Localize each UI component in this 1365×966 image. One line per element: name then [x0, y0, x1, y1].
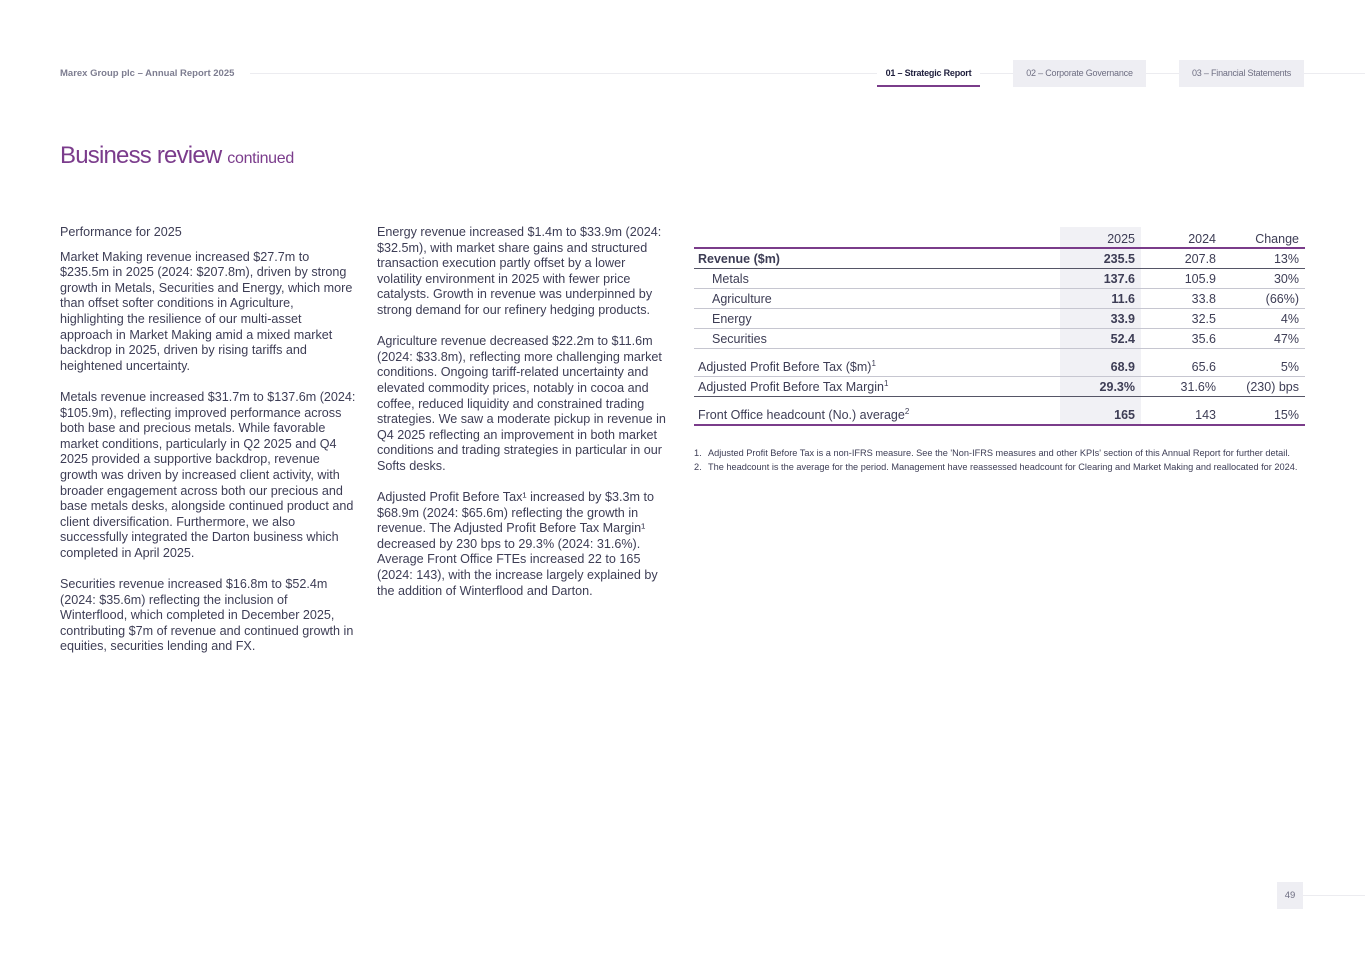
- table-row-energy: [694, 309, 1305, 329]
- cell-change: 13%: [1222, 248, 1305, 269]
- footnote-text: Adjusted Profit Before Tax is a non-IFRS measure. See the 'Non-IFRS measures and other KPIs' section of this Annual Report for further detail.: [708, 448, 1290, 458]
- footnote-number: 1.: [694, 448, 702, 458]
- cell-2025: 137.6: [1060, 269, 1141, 289]
- cell-change: (230) bps: [1222, 377, 1305, 397]
- cell-2025: 52.4: [1060, 329, 1141, 349]
- cell-2025: 165: [1060, 405, 1141, 425]
- cell-change: 5%: [1222, 357, 1305, 377]
- page-title-sub: continued: [227, 150, 294, 167]
- row-label: Energy: [694, 309, 1060, 329]
- cell-2024: 207.8: [1141, 248, 1222, 269]
- performance-table: [694, 227, 1305, 426]
- paragraph-energy: Energy revenue increased $1.4m to $33.9m (2024: $32.5m), with market share gains and structured transaction execution partly offset by a lower volatility environment in 2025 with fewer price catalysts. Growth in revenue was underpinned by strong demand for our refinery hedging products.: [377, 225, 662, 317]
- document-name: Marex Group plc – Annual Report 2025: [60, 68, 242, 79]
- table-header-row: [694, 227, 1305, 248]
- cell-2025: 235.5: [1060, 248, 1141, 269]
- footnotes: [694, 447, 1305, 475]
- cell-change: 15%: [1222, 405, 1305, 425]
- cell-2024: 143: [1141, 405, 1222, 425]
- table-row-agriculture: [694, 289, 1305, 309]
- section-heading: Performance for 2025: [60, 225, 182, 239]
- paragraph-metals: Metals revenue increased $31.7m to $137.6m (2024: $105.9m), reflecting improved performance across both base and precious metals. While favorable market conditions, particularly in Q2 2025 and Q4 2025 provided a supportive backdrop, revenue growth was driven by increased client activity, with broader engagement across both our precious and base metals desks, alongside continued product and client diversification. Furthermore, we also successfully integrated the Darton business which completed in April 2025.: [60, 389, 356, 560]
- cell-change: 47%: [1222, 329, 1305, 349]
- column-header-2025: 2025: [1060, 227, 1141, 248]
- text-column-middle: [377, 225, 673, 615]
- table-spacer: [694, 349, 1305, 358]
- column-header-2024: 2024: [1188, 232, 1216, 246]
- row-label: Front Office headcount (No.) average$^2$: [694, 405, 1060, 425]
- row-label: Adjusted Profit Before Tax Margin$^1$: [694, 377, 1060, 397]
- table-row-adjusted-profit: [694, 357, 1305, 377]
- cell-change: 30%: [1222, 269, 1305, 289]
- row-label: Metals: [694, 269, 1060, 289]
- column-header-change: Change: [1255, 232, 1299, 246]
- table-row-revenue: [694, 248, 1305, 269]
- table-spacer: [694, 397, 1305, 406]
- cell-2025: 11.6: [1060, 289, 1141, 309]
- tab-financial-statements[interactable]: 03 – Financial Statements: [1179, 60, 1304, 87]
- cell-2024: 33.8: [1141, 289, 1222, 309]
- row-label: Revenue ($m): [694, 248, 1060, 269]
- cell-change: (66%): [1222, 289, 1305, 309]
- cell-2024: 31.6%: [1141, 377, 1222, 397]
- table-row-securities: [694, 329, 1305, 349]
- page-title-main: Business review: [60, 142, 222, 169]
- table-row-adjusted-profit-margin: [694, 377, 1305, 397]
- row-label: Agriculture: [694, 289, 1060, 309]
- row-label: Securities: [694, 329, 1060, 349]
- page-title: [60, 142, 294, 170]
- cell-2024: 65.6: [1141, 357, 1222, 377]
- cell-2024: 105.9: [1141, 269, 1222, 289]
- cell-change: 4%: [1222, 309, 1305, 329]
- cell-2025: 33.9: [1060, 309, 1141, 329]
- tab-corporate-governance[interactable]: 02 – Corporate Governance: [1013, 60, 1146, 87]
- table-header-label: [694, 227, 1060, 248]
- table-row-headcount: [694, 405, 1305, 425]
- footer-rule: [1300, 895, 1365, 896]
- cell-2024: 35.6: [1141, 329, 1222, 349]
- footnote-text: The headcount is the average for the period. Management have reassessed headcount for Clearing and Market Making and reallocated for 2024.: [708, 462, 1298, 472]
- cell-2024: 32.5: [1141, 309, 1222, 329]
- footnote-2: [694, 461, 1305, 473]
- cell-2025: 68.9: [1060, 357, 1141, 377]
- tab-strategic-report[interactable]: 01 – Strategic Report: [877, 60, 980, 87]
- table-row-metals: [694, 269, 1305, 289]
- cell-2025: 29.3%: [1060, 377, 1141, 397]
- paragraph-market-making: Market Making revenue increased $27.7m to $235.5m in 2025 (2024: $207.8m), driven by strong growth in Metals, Securities and Energy, which more than offset softer conditions in Agriculture, highlighting the resilience of our multi-asset approach in Market Making amid a mixed market backdrop in 2025, driven by rising tariffs and heightened uncertainty.: [60, 249, 353, 373]
- page-number: 49: [1277, 882, 1303, 909]
- paragraph-adjusted-profit: Adjusted Profit Before Tax¹ increased by $3.3m to $68.9m (2024: $65.6m) reflecting the growth in revenue. The Adjusted Profit Before Tax Margin¹ decreased by 230 bps to 29.3% (2024: 31.6%). Average Front Office FTEs increased 22 to 165 (2024: 143), with the increase largely explained by the addition of Winterflood and Darton.: [377, 490, 658, 598]
- footnote-number: 2.: [694, 462, 702, 472]
- row-label: Adjusted Profit Before Tax ($m)$^1$: [694, 357, 1060, 377]
- paragraph-agriculture: Agriculture revenue decreased $22.2m to $11.6m (2024: $33.8m), reflecting more challenging market conditions. Ongoing tariff-related uncertainty and elevated commodity prices, notably in cocoa and coffee, reduced liquidity and constrained trading strategies. We saw a moderate pickup in revenue in Q4 2025 reflecting an improvement in both market conditions and trading strategies in particular in our Softs desks.: [377, 334, 666, 473]
- text-column-left: [60, 225, 356, 671]
- paragraph-securities: Securities revenue increased $16.8m to $52.4m (2024: $35.6m) reflecting the inclusion of Winterflood, which completed in December 2025, contributing $7m of revenue and continued growth in equities, securities lending and FX.: [60, 577, 354, 654]
- footnote-1: [694, 447, 1305, 459]
